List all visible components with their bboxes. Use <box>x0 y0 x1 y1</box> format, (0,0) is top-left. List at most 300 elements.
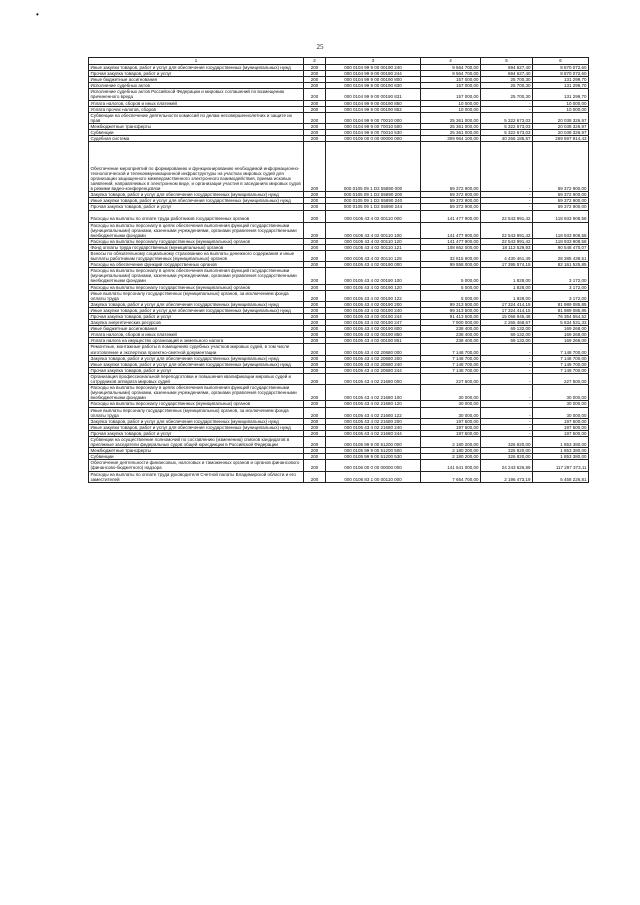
row-executed: - <box>481 142 533 192</box>
row-executed: - <box>481 344 533 355</box>
row-approved: 238 400,00 <box>421 326 481 332</box>
row-code: 200 <box>304 290 326 301</box>
row-approved: 59 372 900,00 <box>421 204 481 210</box>
row-description: Ремонтные, монтажные работы в помещениях судебных участков мировых судей, в том числе изготовление и экспертиза проектно-сметной документации <box>89 344 304 355</box>
table-row <box>89 407 589 418</box>
row-description: Иные закупки товаров, работ и услуг для обеспечения государственных (муниципальных) нужд <box>89 198 304 204</box>
row-classification: 000 0105 43 4 02 00190 851 <box>326 338 421 344</box>
row-approved: 9 564 700,00 <box>421 65 481 71</box>
row-description: Иные закупки товаров, работ и услуг для обеспечения государственных (муниципальных) нужд <box>89 424 304 430</box>
row-classification: 000 0104 99 9 00 00190 244 <box>326 71 421 77</box>
row-remaining: 76 354 554,52 <box>533 314 589 320</box>
row-remaining: 30 000,00 <box>533 401 589 407</box>
page-mark: • <box>36 10 39 19</box>
row-executed: 326 820,00 <box>481 454 533 460</box>
row-approved: 197 500,00 <box>421 424 481 430</box>
row-remaining: 59 372 900,00 <box>533 204 589 210</box>
row-code: 200 <box>304 367 326 373</box>
row-approved: 10 000,00 <box>421 106 481 112</box>
row-approved: 7 148 700,00 <box>421 355 481 361</box>
row-code: 200 <box>304 136 326 142</box>
row-description: Закупка энергетических ресурсов <box>89 320 304 326</box>
row-description: Судебная система <box>89 136 304 142</box>
row-approved: 99 313 500,00 <box>421 301 481 307</box>
row-description: Межбюджетные трансферты <box>89 123 304 129</box>
row-description: Иные закупки товаров, работ и услуг для обеспечения государственных (муниципальных) нужд <box>89 65 304 71</box>
row-classification: 000 0104 99 9 00 00190 240 <box>326 65 421 71</box>
row-classification: 000 0104 99 9 00 70010 530 <box>326 130 421 136</box>
row-description: Субвенции <box>89 454 304 460</box>
row-classification: 000 0105 43 4 02 00110 120 <box>326 238 421 244</box>
row-approved: 32 815 900,00 <box>421 250 481 261</box>
column-header: 2 <box>304 58 326 65</box>
row-executed: 69 132,00 <box>481 326 533 332</box>
row-description: Закупка товаров, работ и услуг для обеспечения государственных (муниципальных) нужд <box>89 355 304 361</box>
row-approved: 99 558 000,00 <box>421 262 481 268</box>
row-code: 200 <box>304 355 326 361</box>
row-classification: 000 0105 43 4 02 21680 000 <box>326 373 421 384</box>
row-classification: 000 0105 43 4 02 00190 120 <box>326 284 421 290</box>
row-code: 200 <box>304 424 326 430</box>
row-code: 200 <box>304 385 326 401</box>
row-classification: 000 0105 99 9 00 51200 000 <box>326 436 421 447</box>
row-description: Расходы на выплаты персоналу в целях обеспечения выполнения функций государственными (муниципальными) органами, казенными учреждениями, органами управления государственными внебюджетными фондами <box>89 385 304 401</box>
row-remaining: 131 299,70 <box>533 89 589 100</box>
row-executed: 25 700,30 <box>481 77 533 83</box>
row-executed: 15 058 945,48 <box>481 314 533 320</box>
row-classification: 000 0105 43 4 02 20680 200 <box>326 355 421 361</box>
row-classification: 000 0105 43 4 02 21680 240 <box>326 424 421 430</box>
table-row <box>89 385 589 401</box>
row-remaining: 118 933 908,58 <box>533 210 589 222</box>
row-approved: 59 372 900,00 <box>421 142 481 192</box>
row-remaining: 7 148 700,00 <box>533 355 589 361</box>
table-row <box>89 290 589 301</box>
row-code: 200 <box>304 268 326 284</box>
row-description: Исполнение судебных актов <box>89 83 304 89</box>
row-executed: - <box>481 407 533 418</box>
row-executed: - <box>481 204 533 210</box>
row-classification: 000 0106 00 0 00 00000 000 <box>326 460 421 471</box>
row-approved: 157 000,00 <box>421 83 481 89</box>
row-code: 200 <box>304 436 326 447</box>
row-classification: 000 0104 99 9 00 00190 850 <box>326 100 421 106</box>
row-classification: 000 0105 43 4 02 21680 120 <box>326 401 421 407</box>
row-executed: 24 243 626,89 <box>481 460 533 471</box>
row-description: Закупка товаров, работ и услуг для обеспечения государственных (муниципальных) нужд <box>89 301 304 307</box>
row-executed: 5 322 673,03 <box>481 112 533 123</box>
row-code: 200 <box>304 320 326 326</box>
row-description: Расходы на выплаты персоналу государственных (муниципальных) органов <box>89 284 304 290</box>
row-executed: 4 430 461,49 <box>481 250 533 261</box>
row-classification: 000 0105 43 4 02 21680 122 <box>326 407 421 418</box>
row-executed: - <box>481 100 533 106</box>
row-remaining: 227 500,00 <box>533 373 589 384</box>
row-approved: 59 372 900,00 <box>421 192 481 198</box>
row-remaining: 269 697 914,43 <box>533 136 589 142</box>
row-code: 200 <box>304 454 326 460</box>
row-approved: 25 361 000,00 <box>421 123 481 129</box>
row-code: 200 <box>304 123 326 129</box>
row-classification: 000 0105 43 4 02 00190 240 <box>326 307 421 313</box>
row-remaining: 118 933 908,58 <box>533 222 589 238</box>
row-classification: 000 0104 99 9 00 00190 800 <box>326 77 421 83</box>
row-description: Расходы на выплаты персоналу в целях обеспечения выполнения функций государственными (муниципальными) органами, казенными учреждениями, органами управления государственными внебюджетными фондами <box>89 222 304 238</box>
row-classification: 000 0105 09 1 D2 55890 244 <box>326 204 421 210</box>
row-code: 200 <box>304 361 326 367</box>
row-classification: 000 0104 99 9 00 00190 830 <box>326 83 421 89</box>
row-code: 200 <box>304 112 326 123</box>
row-executed: 17 324 414,15 <box>481 301 533 307</box>
row-executed: 25 700,30 <box>481 89 533 100</box>
row-approved: 2 180 200,00 <box>421 448 481 454</box>
row-approved: 7 900 000,00 <box>421 320 481 326</box>
row-approved: 99 313 500,00 <box>421 307 481 313</box>
row-classification: 000 0106 83 1 00 00110 000 <box>326 471 421 482</box>
row-executed: - <box>481 361 533 367</box>
row-code: 200 <box>304 460 326 471</box>
row-code: 200 <box>304 326 326 332</box>
row-approved: 238 400,00 <box>421 338 481 344</box>
row-executed: 2 196 473,19 <box>481 471 533 482</box>
row-description: Субвенции на обеспечение деятельности комиссий по делам несовершеннолетних и защите их прав <box>89 112 304 123</box>
row-remaining: 7 148 700,00 <box>533 344 589 355</box>
row-remaining: 5 634 531,33 <box>533 320 589 326</box>
row-executed: - <box>481 198 533 204</box>
row-description: Прочая закупка товаров, работ и услуг <box>89 204 304 210</box>
row-code: 200 <box>304 344 326 355</box>
table-row <box>89 344 589 355</box>
row-description: Закупка товаров, работ и услуг для обеспечения государственных (муниципальных) нужд <box>89 192 304 198</box>
row-approved: 141 477 900,00 <box>421 210 481 222</box>
column-header: 1 <box>89 58 304 65</box>
row-description: Прочая закупка товаров, работ и услуг <box>89 71 304 77</box>
row-approved: 5 000,00 <box>421 284 481 290</box>
row-classification: 000 0105 43 4 02 20680 240 <box>326 361 421 367</box>
row-remaining: 197 500,00 <box>533 418 589 424</box>
row-executed: - <box>481 401 533 407</box>
row-approved: 7 148 700,00 <box>421 361 481 367</box>
row-approved: 5 000,00 <box>421 268 481 284</box>
row-classification: 000 0105 43 4 02 00110 000 <box>326 210 421 222</box>
row-approved: 30 000,00 <box>421 401 481 407</box>
row-approved: 7 148 700,00 <box>421 344 481 355</box>
row-description: Межбюджетные трансферты <box>89 448 304 454</box>
row-classification: 000 0105 43 4 02 21680 244 <box>326 430 421 436</box>
row-code: 200 <box>304 407 326 418</box>
row-description: Субвенции <box>89 130 304 136</box>
row-executed: - <box>481 430 533 436</box>
row-executed: 694 627,40 <box>481 65 533 71</box>
row-executed: - <box>481 192 533 198</box>
table-row <box>89 89 589 100</box>
column-header: 5 <box>481 58 533 65</box>
row-remaining: 131 299,70 <box>533 83 589 89</box>
row-remaining: 1 853 380,00 <box>533 436 589 447</box>
row-description: Расходы на выплаты персоналу государственных (муниципальных) органов <box>89 238 304 244</box>
row-description: Исполнение судебных актов Российской Федерации и мировых соглашений по возмещению причиненного вреда <box>89 89 304 100</box>
row-remaining: 118 933 908,58 <box>533 238 589 244</box>
table-row <box>89 210 589 222</box>
row-remaining: 59 372 900,00 <box>533 198 589 204</box>
row-description: Расходы на выплаты персоналу государственных (муниципальных) органов <box>89 401 304 407</box>
row-executed: 69 132,00 <box>481 332 533 338</box>
row-description: Прочая закупка товаров, работ и услуг <box>89 314 304 320</box>
row-executed: - <box>481 373 533 384</box>
row-classification: 000 0105 43 4 02 00190 244 <box>326 314 421 320</box>
row-approved: 7 654 700,00 <box>421 471 481 482</box>
row-description: Прочая закупка товаров, работ и услуг <box>89 430 304 436</box>
row-classification: 000 0105 43 4 02 00190 122 <box>326 290 421 301</box>
row-approved: 197 500,00 <box>421 430 481 436</box>
row-classification: 000 0105 43 4 02 00190 850 <box>326 332 421 338</box>
row-approved: 157 000,00 <box>421 77 481 83</box>
row-code: 200 <box>304 71 326 77</box>
row-code: 200 <box>304 65 326 71</box>
row-approved: 7 148 700,00 <box>421 367 481 373</box>
row-classification: 000 0105 09 1 D2 55890 200 <box>326 192 421 198</box>
row-classification: 000 0105 43 4 02 00190 100 <box>326 268 421 284</box>
row-classification: 000 0105 00 0 00 00000 000 <box>326 136 421 142</box>
row-description: Расходы на выплаты персоналу в целях обеспечения выполнения функций государственными (муниципальными) органами, казенными учреждениями, органами управления государственными внебюджетными фондами <box>89 268 304 284</box>
table-row <box>89 460 589 471</box>
table-header-row <box>89 58 589 65</box>
row-code: 200 <box>304 130 326 136</box>
row-classification: 000 0105 43 4 02 00190 000 <box>326 262 421 268</box>
row-approved: 25 361 000,00 <box>421 112 481 123</box>
row-executed: 40 266 185,57 <box>481 136 533 142</box>
row-remaining: 82 161 525,85 <box>533 262 589 268</box>
table-row <box>89 142 589 192</box>
row-executed: 22 543 991,42 <box>481 222 533 238</box>
row-description: Иные закупки товаров, работ и услуг для обеспечения государственных (муниципальных) нужд <box>89 307 304 313</box>
row-executed: 1 828,00 <box>481 284 533 290</box>
row-executed: 326 820,00 <box>481 436 533 447</box>
row-executed: 22 543 991,42 <box>481 238 533 244</box>
row-classification: 000 0105 43 4 02 00110 129 <box>326 250 421 261</box>
row-remaining: 20 038 326,97 <box>533 130 589 136</box>
row-classification: 000 0104 99 9 00 70010 000 <box>326 112 421 123</box>
row-executed: 326 820,00 <box>481 448 533 454</box>
row-description: Фонд оплаты труда государственных (муниципальных) органов <box>89 244 304 250</box>
row-remaining: 81 989 085,85 <box>533 301 589 307</box>
row-classification: 000 0105 99 9 00 51200 530 <box>326 454 421 460</box>
row-executed: 17 395 574,15 <box>481 262 533 268</box>
row-code: 200 <box>304 238 326 244</box>
row-code: 200 <box>304 284 326 290</box>
row-description: Обеспечение деятельности финансовых, налоговых и таможенных органов и органов финансового (финансово-бюджетного) надзора <box>89 460 304 471</box>
row-description: Расходы на обеспечение функций государственных органов <box>89 262 304 268</box>
row-code: 200 <box>304 307 326 313</box>
row-description: Обеспечение мероприятий по формированию и функционированию необходимой информационно-технологической и телекоммуникационной инфраструктуры на участках мировых судей для организации защищенного межведомственного электронного взаимодействия, приема исковых заявлений, направляемых в электронном виде, и организации участия в заседаниях мировых судов в режиме видео-конференцсвязи <box>89 142 304 192</box>
row-remaining: 81 989 085,85 <box>533 307 589 313</box>
row-approved: 238 400,00 <box>421 332 481 338</box>
row-remaining: 3 172,00 <box>533 268 589 284</box>
row-remaining: 59 372 900,00 <box>533 192 589 198</box>
row-remaining: 3 172,00 <box>533 284 589 290</box>
row-code: 200 <box>304 430 326 436</box>
row-description: Уплата налогов, сборов и иных платежей <box>89 332 304 338</box>
row-code: 200 <box>304 89 326 100</box>
row-executed: 69 132,00 <box>481 338 533 344</box>
row-description: Уплата налогов, сборов и иных платежей <box>89 100 304 106</box>
row-description: Субвенции на осуществление полномочий по составлению (изменению) списков кандидатов в присяжные заседатели федеральных судов общей юрисдикции в Российской Федерации <box>89 436 304 447</box>
row-classification: 000 0105 43 4 02 20680 244 <box>326 367 421 373</box>
row-code: 200 <box>304 373 326 384</box>
row-approved: 141 477 900,00 <box>421 222 481 238</box>
row-executed: 5 322 673,03 <box>481 130 533 136</box>
row-description: Расходы на выплаты по оплате труда руководителя Счетной палаты Владимирской области и его заместителей <box>89 471 304 482</box>
row-code: 200 <box>304 332 326 338</box>
table-row <box>89 471 589 482</box>
row-classification: 000 0105 43 4 02 00110 100 <box>326 222 421 238</box>
row-approved: 59 372 900,00 <box>421 198 481 204</box>
row-code: 200 <box>304 83 326 89</box>
row-approved: 227 500,00 <box>421 373 481 384</box>
row-classification: 000 0105 43 4 02 20680 000 <box>326 344 421 355</box>
row-executed: - <box>481 418 533 424</box>
row-remaining: 3 172,00 <box>533 290 589 301</box>
row-description: Иные закупки товаров, работ и услуг для обеспечения государственных (муниципальных) нужд <box>89 361 304 367</box>
row-approved: 157 000,00 <box>421 89 481 100</box>
row-remaining: 30 000,00 <box>533 407 589 418</box>
row-approved: 5 000,00 <box>421 290 481 301</box>
row-classification: 000 0105 43 4 02 21680 100 <box>326 385 421 401</box>
row-code: 200 <box>304 106 326 112</box>
row-classification: 000 0105 99 9 00 51200 500 <box>326 448 421 454</box>
row-description: Уплата налога на имущество организаций и земельного налога <box>89 338 304 344</box>
row-classification: 000 0105 43 4 02 00110 121 <box>326 244 421 250</box>
table-row <box>89 436 589 447</box>
row-remaining: 10 000,00 <box>533 106 589 112</box>
row-description: Прочая закупка товаров, работ и услуг <box>89 367 304 373</box>
column-header: 3 <box>326 58 421 65</box>
row-remaining: 28 385 438,51 <box>533 250 589 261</box>
row-remaining: 197 500,00 <box>533 424 589 430</box>
row-description: Организация профессиональной переподготовки и повышения квалификации мировых судей и сотрудников аппарата мировых судей <box>89 373 304 384</box>
row-classification: 000 0104 99 9 00 00190 831 <box>326 89 421 100</box>
row-approved: 9 564 700,00 <box>421 71 481 77</box>
row-executed: - <box>481 355 533 361</box>
row-remaining: 90 548 470,07 <box>533 244 589 250</box>
row-remaining: 7 148 700,00 <box>533 367 589 373</box>
column-header: 6 <box>533 58 589 65</box>
row-approved: 2 180 200,00 <box>421 436 481 447</box>
column-header: 4 <box>421 58 481 65</box>
row-executed: - <box>481 424 533 430</box>
row-remaining: 197 500,00 <box>533 430 589 436</box>
row-executed: 1 828,00 <box>481 290 533 301</box>
row-remaining: 20 038 326,97 <box>533 112 589 123</box>
row-remaining: 8 870 072,60 <box>533 65 589 71</box>
row-executed: 18 113 529,93 <box>481 244 533 250</box>
row-code: 200 <box>304 100 326 106</box>
row-classification: 000 0105 09 1 D2 55890 240 <box>326 198 421 204</box>
row-description: Уплата прочих налогов, сборов <box>89 106 304 112</box>
table-row <box>89 112 589 123</box>
row-remaining: 169 268,00 <box>533 332 589 338</box>
row-code: 200 <box>304 222 326 238</box>
row-description: Иные бюджетные ассигнования <box>89 326 304 332</box>
row-remaining: 1 853 380,00 <box>533 448 589 454</box>
row-executed: 17 324 414,15 <box>481 307 533 313</box>
row-approved: 2 180 200,00 <box>421 454 481 460</box>
page-number: 25 <box>316 43 324 51</box>
row-remaining: 7 148 700,00 <box>533 361 589 367</box>
row-approved: 197 500,00 <box>421 418 481 424</box>
row-code: 200 <box>304 471 326 482</box>
row-code: 200 <box>304 448 326 454</box>
row-executed: 1 828,00 <box>481 268 533 284</box>
row-code: 200 <box>304 77 326 83</box>
budget-table <box>88 57 589 483</box>
row-code: 200 <box>304 204 326 210</box>
row-classification: 000 0105 09 1 D2 55890 000 <box>326 142 421 192</box>
row-approved: 141 477 900,00 <box>421 238 481 244</box>
row-remaining: 20 038 326,97 <box>533 123 589 129</box>
row-description: Иные выплаты персоналу государственных (муниципальных) органов, за исключением фонда оплаты труда <box>89 407 304 418</box>
row-code: 200 <box>304 418 326 424</box>
row-code: 200 <box>304 401 326 407</box>
row-description: Иные выплаты персоналу государственных (муниципальных) органов, за исключением фонда оплаты труда <box>89 290 304 301</box>
row-executed: 25 700,30 <box>481 83 533 89</box>
row-remaining: 169 268,00 <box>533 338 589 344</box>
row-approved: 141 541 000,00 <box>421 460 481 471</box>
table-row <box>89 373 589 384</box>
row-remaining: 1 853 380,00 <box>533 454 589 460</box>
row-executed: 2 265 468,67 <box>481 320 533 326</box>
row-classification: 000 0104 99 9 00 70010 500 <box>326 123 421 129</box>
row-approved: 30 000,00 <box>421 407 481 418</box>
row-description: Взносы по обязательному социальному страхованию на выплаты денежного содержания и иные выплаты работникам государственных (муниципальных) органов <box>89 250 304 261</box>
table-body <box>89 65 589 483</box>
row-classification: 000 0105 43 4 02 00190 200 <box>326 301 421 307</box>
row-classification: 000 0104 99 9 00 00190 852 <box>326 106 421 112</box>
row-remaining: 8 870 072,60 <box>533 71 589 77</box>
row-code: 200 <box>304 301 326 307</box>
row-remaining: 30 000,00 <box>533 385 589 401</box>
row-classification: 000 0105 43 4 02 21680 200 <box>326 418 421 424</box>
table-row <box>89 250 589 261</box>
row-remaining: 10 000,00 <box>533 100 589 106</box>
row-approved: 309 964 100,00 <box>421 136 481 142</box>
row-approved: 25 361 000,00 <box>421 130 481 136</box>
row-remaining: 131 299,70 <box>533 77 589 83</box>
row-remaining: 117 297 373,11 <box>533 460 589 471</box>
row-approved: 91 413 500,00 <box>421 314 481 320</box>
row-code: 200 <box>304 314 326 320</box>
row-classification: 000 0105 43 4 02 00190 800 <box>326 326 421 332</box>
row-approved: 30 000,00 <box>421 385 481 401</box>
row-code: 200 <box>304 338 326 344</box>
table-row <box>89 268 589 284</box>
row-code: 200 <box>304 210 326 222</box>
row-remaining: 169 268,00 <box>533 326 589 332</box>
row-code: 200 <box>304 250 326 261</box>
row-executed: - <box>481 106 533 112</box>
row-description: Иные бюджетные ассигнования <box>89 77 304 83</box>
row-code: 200 <box>304 198 326 204</box>
row-executed: - <box>481 385 533 401</box>
table-row <box>89 222 589 238</box>
row-approved: 10 000,00 <box>421 100 481 106</box>
row-remaining: 59 372 900,00 <box>533 142 589 192</box>
row-classification: 000 0105 43 4 02 00190 247 <box>326 320 421 326</box>
row-description: Закупка товаров, работ и услуг для обеспечения государственных (муниципальных) нужд <box>89 418 304 424</box>
row-executed: 694 627,40 <box>481 71 533 77</box>
row-description: Расходы на выплаты по оплате труда работников государственных органов <box>89 210 304 222</box>
row-code: 200 <box>304 192 326 198</box>
